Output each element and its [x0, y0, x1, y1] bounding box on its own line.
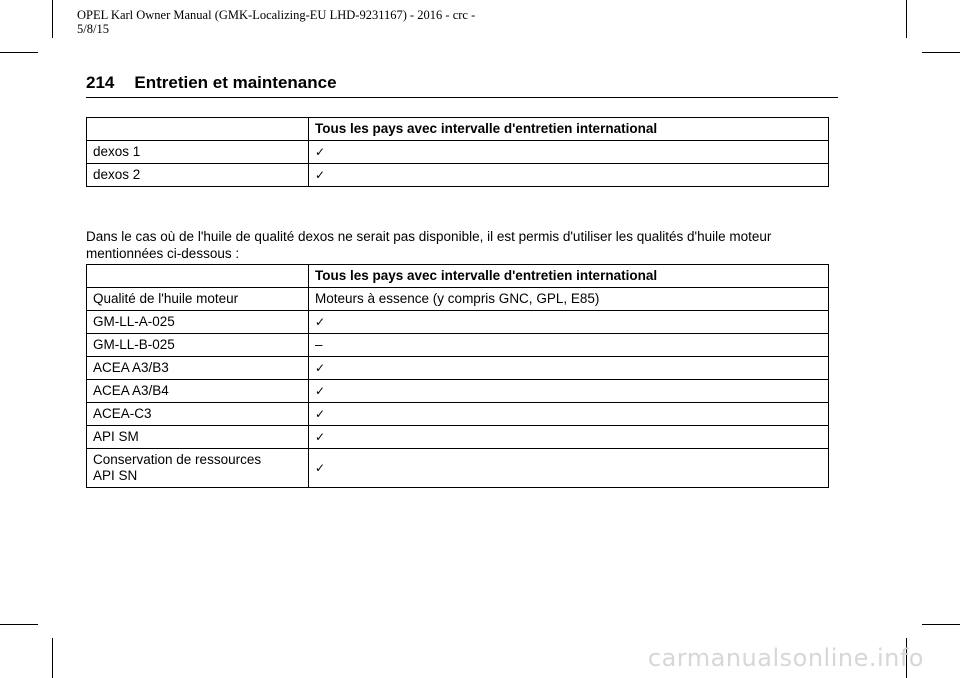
document-meta	[77, 8, 557, 36]
table-row	[87, 357, 829, 380]
table-cell-label: GM-LL-B-025	[87, 334, 309, 357]
table-header-row	[87, 118, 829, 141]
table-row	[87, 403, 829, 426]
check-mark: ✓	[315, 461, 326, 475]
header-rule	[86, 97, 838, 98]
crop-mark	[906, 0, 907, 38]
crop-mark	[922, 52, 960, 53]
table-cell-value: ✓	[309, 403, 829, 426]
meta-line: OPEL Karl Owner Manual (GMK-Localizing-EU LHD-9231167) - 2016 - crc -	[77, 8, 476, 22]
table-header-cell: Tous les pays avec intervalle d'entretien international	[309, 118, 829, 141]
table-row	[87, 334, 829, 357]
table-cell-value: Moteurs à essence (y compris GNC, GPL, E85)	[309, 288, 829, 311]
table-cell-label: dexos 1	[87, 141, 309, 164]
table-cell-label: dexos 2	[87, 164, 309, 187]
crop-mark	[52, 638, 53, 678]
table-header-row	[87, 265, 829, 288]
table-cell-label: Qualité de l'huile moteur	[87, 288, 309, 311]
crop-mark	[0, 624, 38, 625]
table-cell-value: ✓	[309, 357, 829, 380]
table-cell-label	[87, 449, 309, 488]
table-row	[87, 426, 829, 449]
table-row	[87, 164, 829, 187]
page-header	[86, 73, 337, 93]
crop-mark	[52, 0, 53, 38]
table-cell-value: ✓	[309, 141, 829, 164]
table-cell-value: ✓	[309, 380, 829, 403]
table-row	[87, 141, 829, 164]
table-cell-label: ACEA-C3	[87, 403, 309, 426]
watermark-text: carmanualsonline.info	[647, 644, 924, 672]
page-number: 214	[86, 73, 115, 92]
label-line: API SN	[93, 468, 138, 483]
label-line: Conservation de ressources	[93, 452, 262, 467]
oil-quality-table	[86, 264, 829, 488]
table-cell-label: API SM	[87, 426, 309, 449]
table-cell-value: ✓	[309, 164, 829, 187]
table-header-cell	[87, 265, 309, 288]
table-cell-value: –	[309, 334, 829, 357]
section-title: Entretien et maintenance	[134, 73, 337, 92]
table-cell-label: ACEA A3/B4	[87, 380, 309, 403]
table-cell-value	[309, 449, 829, 488]
table-cell-value: ✓	[309, 426, 829, 449]
meta-date: 5/8/15	[77, 22, 109, 36]
table-cell-value: ✓	[309, 311, 829, 334]
table-header-cell: Tous les pays avec intervalle d'entretien international	[309, 265, 829, 288]
dexos-table	[86, 117, 829, 187]
table-row	[87, 311, 829, 334]
table-cell-label: GM-LL-A-025	[87, 311, 309, 334]
table-row	[87, 449, 829, 488]
table-header-cell	[87, 118, 309, 141]
table-row	[87, 288, 829, 311]
crop-mark	[0, 52, 38, 53]
body-paragraph: Dans le cas où de l'huile de qualité dexos ne serait pas disponible, il est permis d'utiliser les qualités d'huile moteur mentionnées ci-dessous :	[86, 229, 772, 261]
table-cell-label: ACEA A3/B3	[87, 357, 309, 380]
table-row	[87, 380, 829, 403]
crop-mark	[922, 624, 960, 625]
